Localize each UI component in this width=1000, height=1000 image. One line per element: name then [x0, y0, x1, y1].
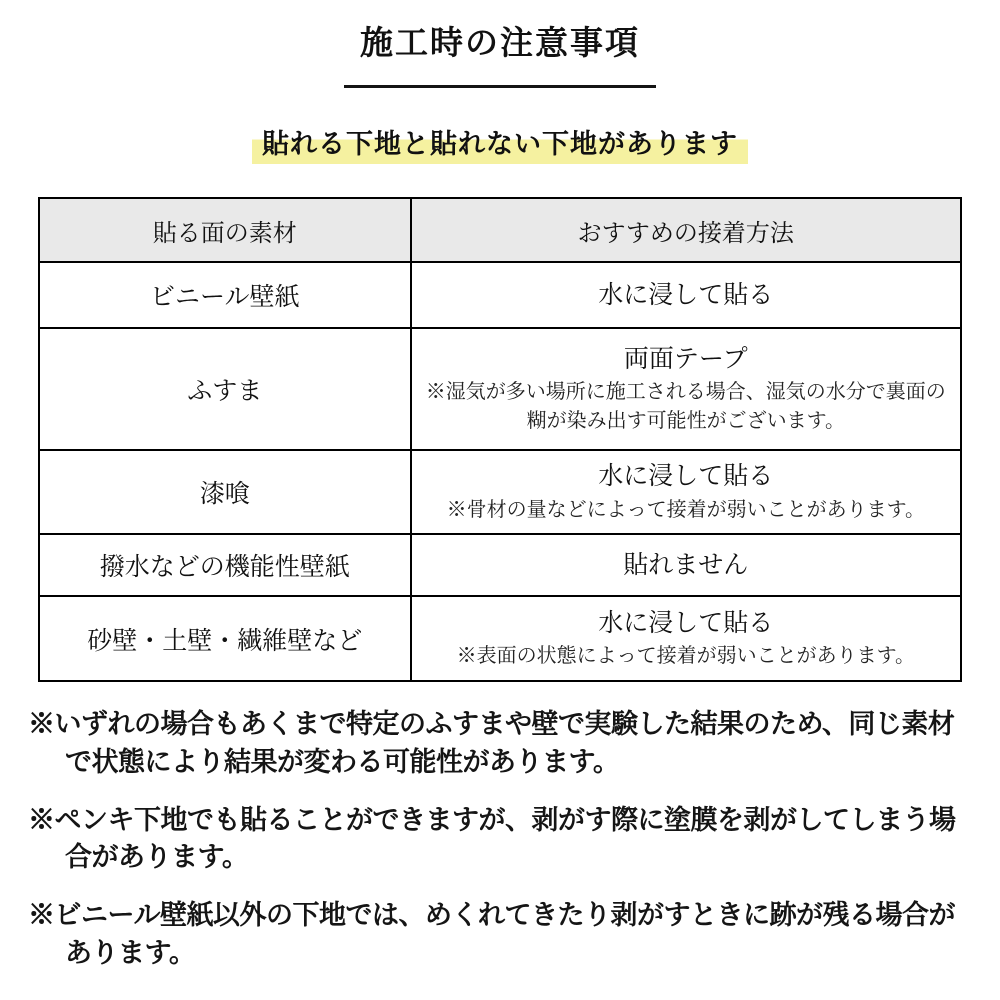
title-underline — [344, 85, 656, 88]
material-cell: ふすま — [39, 328, 411, 450]
method-note: ※表面の状態によって接着が弱いことがあります。 — [456, 645, 915, 668]
subtitle-wrap — [0, 122, 1000, 161]
material-cell: ビニール壁紙 — [39, 262, 411, 328]
method-cell — [411, 262, 961, 328]
method-note: ※湿気が多い場所に施工される場合、湿気の水分で裏面の糊が染み出す可能性がございます。 — [425, 381, 946, 433]
method-value: 両面テープ — [623, 344, 748, 373]
table-header-row — [39, 198, 961, 262]
adhesion-table — [38, 197, 962, 682]
method-cell — [411, 450, 961, 534]
method-value: 水に浸して貼る — [598, 281, 774, 310]
table-row — [39, 450, 961, 534]
material-cell: 撥水などの機能性壁紙 — [39, 534, 411, 596]
subtitle-highlight: 貼れる下地と貼れない下地があります — [252, 129, 748, 164]
page-title: 施工時の注意事項 — [360, 24, 640, 61]
table-row — [39, 534, 961, 596]
method-value: 貼れません — [623, 551, 749, 580]
note-item: ※いずれの場合もあくまで特定のふすまや壁で実験した結果のため、同じ素材で状態により結果が変わる可能性があります。 — [28, 709, 955, 777]
method-value: 水に浸して貼る — [598, 608, 774, 637]
method-value: 水に浸して貼る — [598, 462, 774, 491]
method-cell — [411, 596, 961, 681]
column-header-material: 貼る面の素材 — [39, 198, 411, 262]
table-row — [39, 262, 961, 328]
column-header-method: おすすめの接着方法 — [411, 198, 961, 262]
method-cell — [411, 534, 961, 596]
material-cell: 砂壁・土壁・繊維壁など — [39, 596, 411, 681]
method-note: ※骨材の量などによって接着が弱いことがあります。 — [446, 498, 925, 521]
material-cell: 漆喰 — [39, 450, 411, 534]
table-row — [39, 328, 961, 450]
note-item: ※ペンキ下地でも貼ることができますが、剥がす際に塗膜を剥がしてしまう場合があります。 — [28, 804, 956, 873]
note-item: ※ビニール壁紙以外の下地では、めくれてきたり剥がすときに跡が残る場合があります。 — [28, 900, 955, 968]
method-cell — [411, 328, 961, 450]
footer-notes — [28, 706, 974, 972]
table-row — [39, 596, 961, 681]
